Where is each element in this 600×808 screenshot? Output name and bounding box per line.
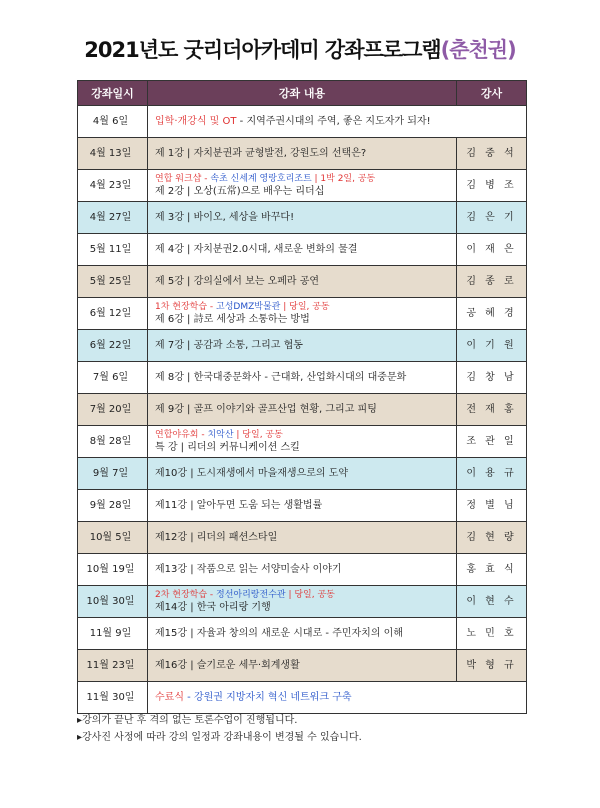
footnote: ▸강의가 끝난 후 격의 없는 토론수업이 진행됩니다. xyxy=(77,715,298,726)
row-teacher: 김 창 남 xyxy=(457,362,527,394)
row-date: 8월 28일 xyxy=(78,426,148,458)
row-content xyxy=(148,106,527,138)
title-main: 2021년도 굿리더아카데미 강좌프로그램 xyxy=(84,38,441,62)
title-accent: (춘천권) xyxy=(440,38,516,62)
row-date: 5월 11일 xyxy=(78,234,148,266)
row-event xyxy=(155,589,456,601)
row-content xyxy=(148,682,527,714)
row-content xyxy=(148,586,457,618)
row-content-text: 제 2강 | 오상(五常)으로 배우는 리더십 xyxy=(155,185,325,197)
table-row xyxy=(78,362,527,394)
row-teacher: 김 은 기 xyxy=(457,202,527,234)
footnotes xyxy=(77,712,362,746)
row-date: 10월 19일 xyxy=(78,554,148,586)
row-content: 제15강 | 자율과 창의의 새로운 시대로 - 주민자치의 이해 xyxy=(148,618,457,650)
row-content-text: - 지역주권시대의 주역, 좋은 지도자가 되자! xyxy=(236,115,431,127)
row-event xyxy=(155,173,456,185)
schedule-table xyxy=(77,80,527,714)
event-place: 고성DMZ박물관 xyxy=(216,301,281,312)
event-type: 1차 현장학습 - xyxy=(155,301,217,312)
row-content: 제10강 | 도시재생에서 마을재생으로의 도약 xyxy=(148,458,457,490)
row-date: 10월 30일 xyxy=(78,586,148,618)
row-date: 11월 30일 xyxy=(78,682,148,714)
row-highlight: 수료식 xyxy=(155,691,184,703)
row-date: 11월 23일 xyxy=(78,650,148,682)
event-type: 2차 현장학습 - xyxy=(155,589,217,600)
row-date: 11월 9일 xyxy=(78,618,148,650)
row-date: 7월 6일 xyxy=(78,362,148,394)
row-content: 제13강 | 작품으로 읽는 서양미술사 이야기 xyxy=(148,554,457,586)
event-place: 정선아리랑전수관 xyxy=(216,589,286,600)
event-type: 연합야유회 - xyxy=(155,429,208,440)
table-row xyxy=(78,618,527,650)
row-date: 5월 25일 xyxy=(78,266,148,298)
row-date: 6월 12일 xyxy=(78,298,148,330)
table-row xyxy=(78,586,527,618)
table-row xyxy=(78,650,527,682)
row-teacher: 노 민 호 xyxy=(457,618,527,650)
page-title xyxy=(0,34,600,64)
table-row xyxy=(78,458,527,490)
row-content xyxy=(148,298,457,330)
row-content-text: 제 6강 | 詩로 세상과 소통하는 방법 xyxy=(155,313,310,325)
row-content: 제11강 | 알아두면 도움 되는 생활법률 xyxy=(148,490,457,522)
row-content: 제 5강 | 강의실에서 보는 오페라 공연 xyxy=(148,266,457,298)
row-content: 제16강 | 슬기로운 세무·회계생활 xyxy=(148,650,457,682)
table-row xyxy=(78,170,527,202)
row-content: 제12강 | 리더의 패션스타일 xyxy=(148,522,457,554)
row-content-text: 특 강 | 리더의 커뮤니케이션 스킬 xyxy=(155,441,300,453)
row-content: 제 9강 | 골프 이야기와 골프산업 현황, 그리고 피팅 xyxy=(148,394,457,426)
row-event xyxy=(155,301,456,313)
row-teacher: 김 중 석 xyxy=(457,138,527,170)
header-teacher: 강사 xyxy=(457,81,527,106)
table-row xyxy=(78,266,527,298)
row-teacher: 정 별 님 xyxy=(457,490,527,522)
event-detail: | 1박 2일, 공동 xyxy=(311,173,376,184)
table-row xyxy=(78,202,527,234)
table-row xyxy=(78,330,527,362)
row-teacher: 김 현 량 xyxy=(457,522,527,554)
row-teacher: 홍 효 식 xyxy=(457,554,527,586)
row-teacher: 이 현 수 xyxy=(457,586,527,618)
row-content-text: - 강원권 지방자치 혁신 네트워크 구축 xyxy=(183,691,352,703)
row-content: 제 3강 | 바이오, 세상을 바꾸다! xyxy=(148,202,457,234)
row-date: 7월 20일 xyxy=(78,394,148,426)
row-teacher: 전 재 홍 xyxy=(457,394,527,426)
row-date: 9월 28일 xyxy=(78,490,148,522)
row-content: 제 4강 | 자치분권2.0시대, 새로운 변화의 물결 xyxy=(148,234,457,266)
row-content: 제 7강 | 공감과 소통, 그리고 협동 xyxy=(148,330,457,362)
table-row xyxy=(78,682,527,714)
row-content: 제 8강 | 한국대중문화사 - 근대화, 산업화시대의 대중문화 xyxy=(148,362,457,394)
header-date: 강좌일시 xyxy=(78,81,148,106)
table-row xyxy=(78,298,527,330)
row-highlight: 입학·개강식 및 OT xyxy=(155,115,237,127)
row-event xyxy=(155,429,456,441)
row-content-text: 제14강 | 한국 아리랑 기행 xyxy=(155,601,271,613)
table-row xyxy=(78,554,527,586)
row-date: 10월 5일 xyxy=(78,522,148,554)
row-teacher: 김 종 로 xyxy=(457,266,527,298)
footnote: ▸강사진 사정에 따라 강의 일정과 강좌내용이 변경될 수 있습니다. xyxy=(77,732,362,743)
event-detail: | 당일, 공동 xyxy=(280,301,330,312)
row-date: 6월 22일 xyxy=(78,330,148,362)
row-teacher: 이 재 은 xyxy=(457,234,527,266)
table-header-row xyxy=(78,81,527,106)
event-type: 연합 워크샵 - xyxy=(155,173,211,184)
row-teacher: 이 기 원 xyxy=(457,330,527,362)
row-teacher: 김 병 조 xyxy=(457,170,527,202)
row-date: 4월 6일 xyxy=(78,106,148,138)
row-teacher: 박 형 규 xyxy=(457,650,527,682)
row-date: 4월 13일 xyxy=(78,138,148,170)
table-row xyxy=(78,394,527,426)
row-date: 9월 7일 xyxy=(78,458,148,490)
row-content xyxy=(148,170,457,202)
table-row xyxy=(78,522,527,554)
event-detail: | 당일, 공동 xyxy=(233,429,283,440)
row-date: 4월 27일 xyxy=(78,202,148,234)
table-row xyxy=(78,426,527,458)
table-row xyxy=(78,106,527,138)
event-detail: | 당일, 공동 xyxy=(285,589,335,600)
row-content xyxy=(148,426,457,458)
row-date: 4월 23일 xyxy=(78,170,148,202)
row-teacher: 공 혜 경 xyxy=(457,298,527,330)
table-row xyxy=(78,490,527,522)
event-place: 치악산 xyxy=(207,429,234,440)
table-row xyxy=(78,138,527,170)
row-content: 제 1강 | 자치분권과 균형발전, 강원도의 선택은? xyxy=(148,138,457,170)
row-teacher: 이 용 규 xyxy=(457,458,527,490)
table-row xyxy=(78,234,527,266)
event-place: 속초 신세계 영랑호리조트 xyxy=(210,173,312,184)
row-teacher: 조 관 일 xyxy=(457,426,527,458)
header-content: 강좌 내용 xyxy=(148,81,457,106)
